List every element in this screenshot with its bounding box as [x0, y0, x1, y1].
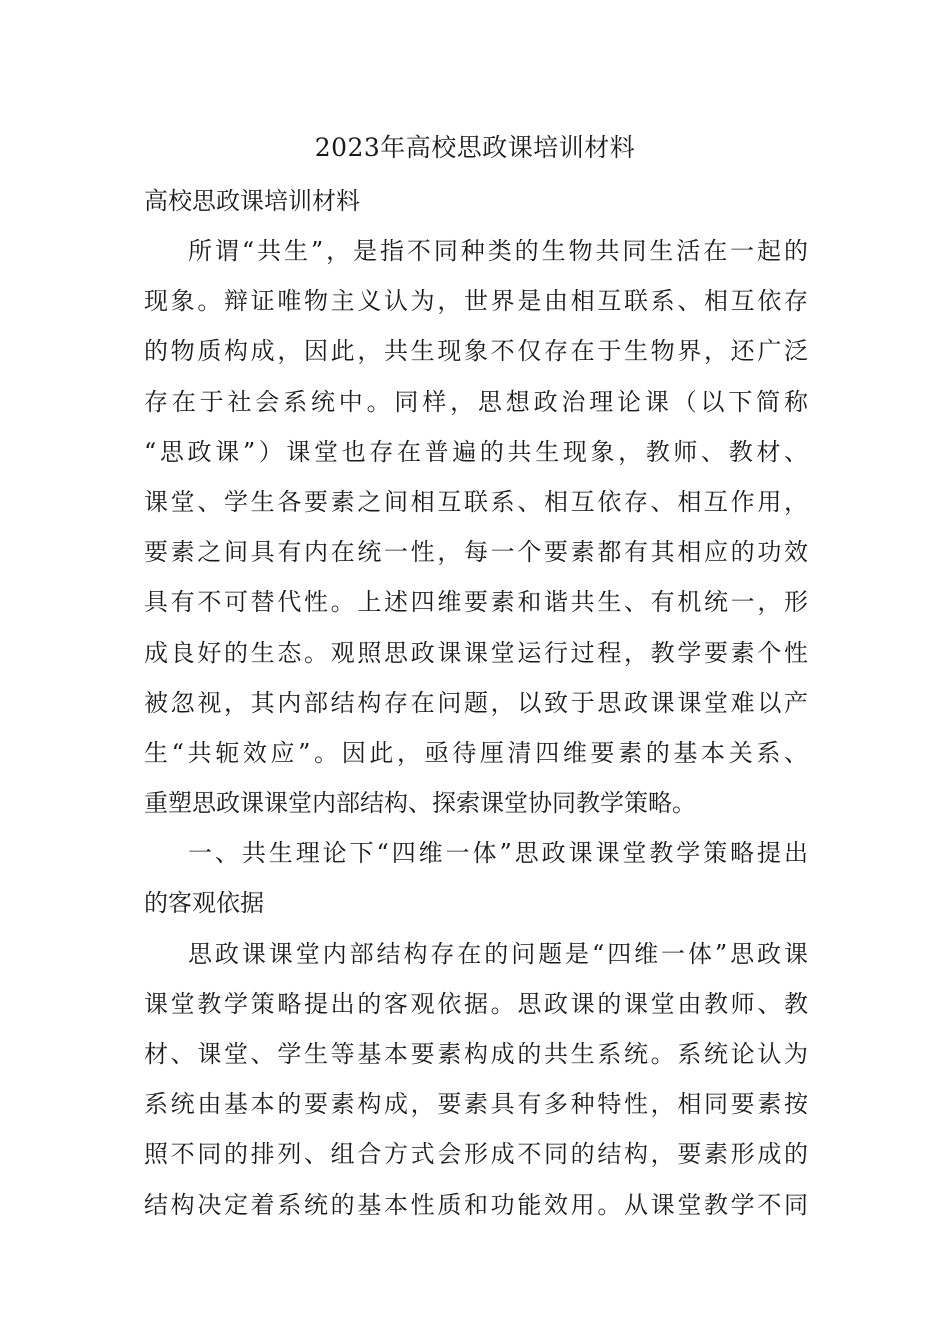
text-line: 课堂教学策略提出的客观依据。思政课的课堂由教师、教 [144, 989, 808, 1018]
text-line: 材、课堂、学生等基本要素构成的共生系统。系统论认为 [144, 1040, 808, 1068]
text-line: 具有不可替代性。上述四维要素和谐共生、有机统一，形 [144, 588, 808, 617]
text-line: 结构决定着系统的基本性质和功能效用。从课堂教学不同 [144, 1190, 808, 1219]
text-line: 现象。辩证唯物主义认为，世界是由相互联系、相互依存 [144, 287, 808, 316]
text-line: 照不同的排列、组合方式会形成不同的结构，要素形成的 [144, 1140, 808, 1169]
document-body [144, 226, 808, 1230]
text-line: 成良好的生态。观照思政课课堂运行过程，教学要素个性 [144, 638, 808, 667]
text-line: 被忽视，其内部结构存在问题，以致于思政课课堂难以产 [144, 688, 808, 717]
text-line: 的物质构成，因此，共生现象不仅存在于生物界，还广泛 [144, 337, 808, 366]
text-line: 系统由基本的要素构成，要素具有多种特性，相同要素按 [144, 1090, 808, 1119]
text-line: 课堂、学生各要素之间相互联系、相互依存、相互作用， [144, 487, 808, 516]
text-line: 要素之间具有内在统一性，每一个要素都有其相应的功效 [144, 538, 808, 567]
document-subtitle: 高校思政课培训材料 [144, 187, 360, 215]
text-line: 一、共生理论下“四维一体”思政课课堂教学策略提出 [188, 839, 808, 868]
text-line: 的客观依据 [144, 889, 264, 918]
text-line: 生“共轭效应”。因此，亟待厘清四维要素的基本关系、 [144, 738, 808, 767]
text-line: 所谓“共生”，是指不同种类的生物共同生活在一起的 [188, 237, 808, 265]
text-line: 重塑思政课课堂内部结构、探索课堂协同教学策略。 [144, 789, 696, 818]
text-line: 存在于社会系统中。同样，思想政治理论课（以下简称 [144, 387, 808, 416]
document-title: 2023年高校思政课培训材料 [314, 133, 636, 162]
text-line: 思政课课堂内部结构存在的问题是“四维一体”思政课 [188, 939, 808, 968]
text-line: “思政课”）课堂也存在普遍的共生现象，教师、教材、 [144, 437, 808, 466]
